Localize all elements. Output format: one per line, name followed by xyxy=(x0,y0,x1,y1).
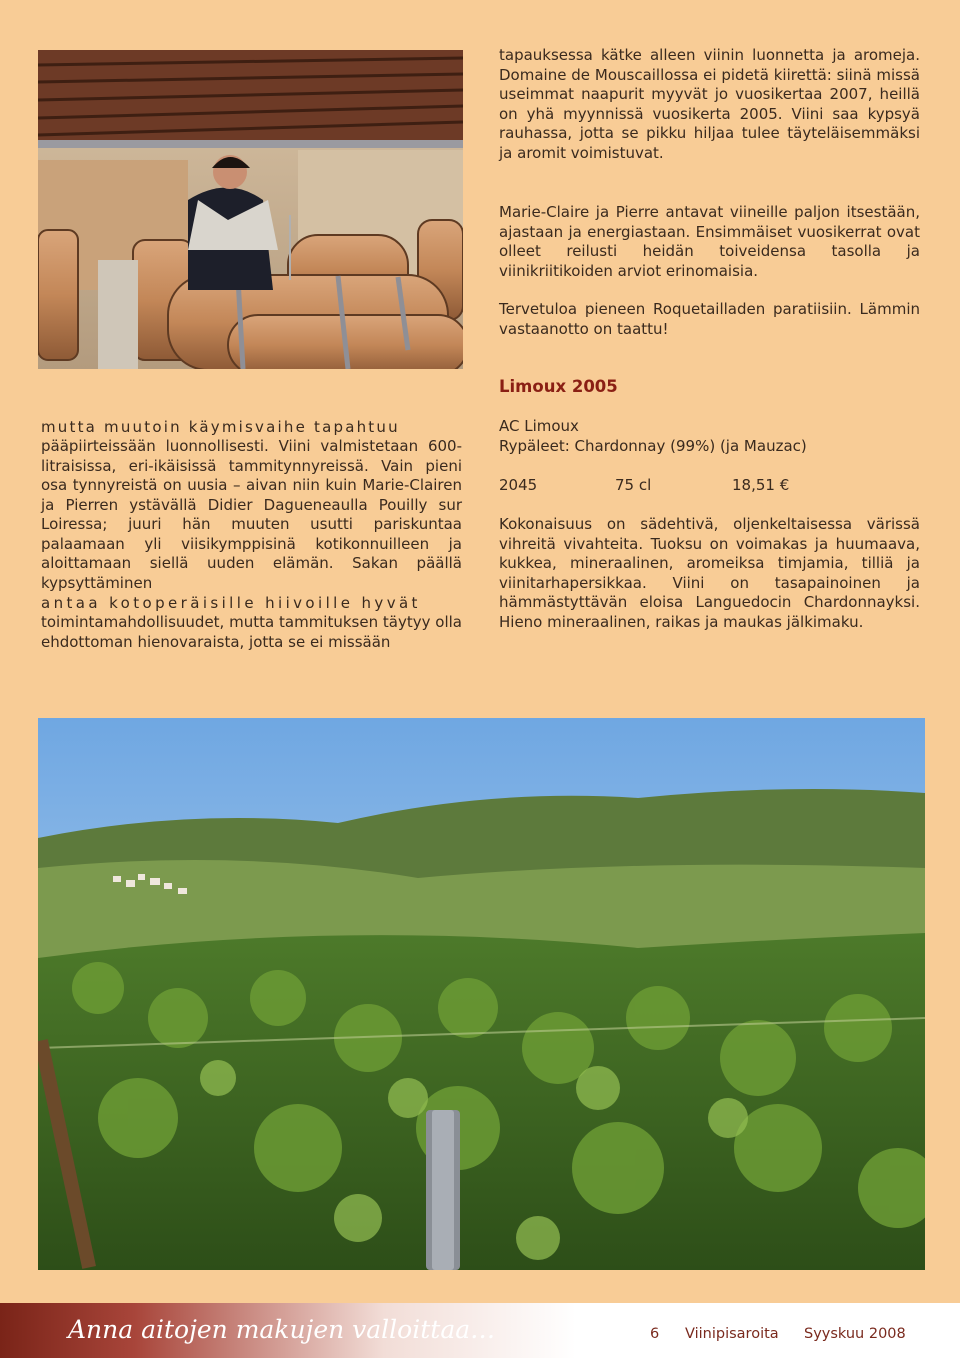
page-number: 6 xyxy=(650,1326,660,1342)
magazine-name: Viinipisaroita xyxy=(685,1326,779,1342)
wine-product-code: 2045 xyxy=(499,476,538,494)
wine-heading: Limoux 2005 xyxy=(499,377,618,396)
vineyard-photo xyxy=(38,718,925,1270)
left-text-b: toimintamahdollisuudet, mutta tammituksen täytyy olla ehdottoman hienovaraista, jotta se ei missään xyxy=(41,613,462,651)
issue-date: Syyskuu 2008 xyxy=(804,1326,906,1342)
left-line-b: antaa kotoperäisille hiivoille hyvät xyxy=(41,594,421,612)
wine-product-row xyxy=(499,476,799,496)
footer-slogan: Anna aitojen makujen valloittaa… xyxy=(68,1315,496,1344)
paragraph-owners: Marie-Claire ja Pierre antavat viineille paljon itsestään, ajastaan ja energiastaan. Ensimmäiset vuosikerrat ovat olleet reilusti heidän toiveidensa tasolla ja viinikriitikoiden arviot erinomaisia. xyxy=(499,203,920,280)
paragraph-intro-continued: tapauksessa kätke alleen viinin luonnetta ja aromeja. Domaine de Mouscaillossa ei pidetä kiirettä: siinä missä useimmat naapurit myyvät jo vuosikertaa 2007, heillä on yhä myynnissä vuosikerta 2005. Viini saa kypsyä rauhassa, jotta se pikku hiljaa tulee täyteläisemmäksi ja aromit voimistuvat. xyxy=(499,46,920,162)
left-line-a: mutta muutoin käymisvaihe tapahtuu xyxy=(41,418,400,436)
wine-price: 18,51 € xyxy=(732,476,790,494)
paragraph-welcome: Tervetuloa pieneen Roquetailladen paratiisiin. Lämmin vastaanotto on taattu! xyxy=(499,300,920,338)
wine-appellation: AC Limoux xyxy=(499,417,579,435)
wine-description: Kokonaisuus on sädehtivä, oljenkeltaisessa värissä vihreitä vivahteita. Tuoksu on voimakas ja huumaava, kukkea, mineraalinen, aromeiksa timjamia, tilliä ja viinitarhapersikkaa. Viini on tasapainoinen ja hämmästyttävän eloisa Languedocin Chardonnayksi. Hieno mineraalinen, raikas ja maukas jälkimaku. xyxy=(499,515,920,631)
wine-volume: 75 cl xyxy=(615,476,652,494)
cellar-photo xyxy=(38,50,463,369)
left-text-a: pääpiirteissään luonnollisesti. Viini valmistetaan 600-litraisissa, eri-ikäisissä tammitynnyreissä. Vain pieni osa tynnyreistä on uusia – aivan niin kuin Marie-Clairen ja Pierren ystävällä Didier Dagueneaulla Pouilly sur Loiressa; juuri hän muuten usutti pariskuntaa palaamaan yli viisikymppisinä kotikonnuilleen ja aloittamaan siellä uuden elämän. Sakan päällä kypsyttäminen xyxy=(41,437,462,592)
wine-grapes: Rypäleet: Chardonnay (99%) (ja Mauzac) xyxy=(499,437,807,455)
